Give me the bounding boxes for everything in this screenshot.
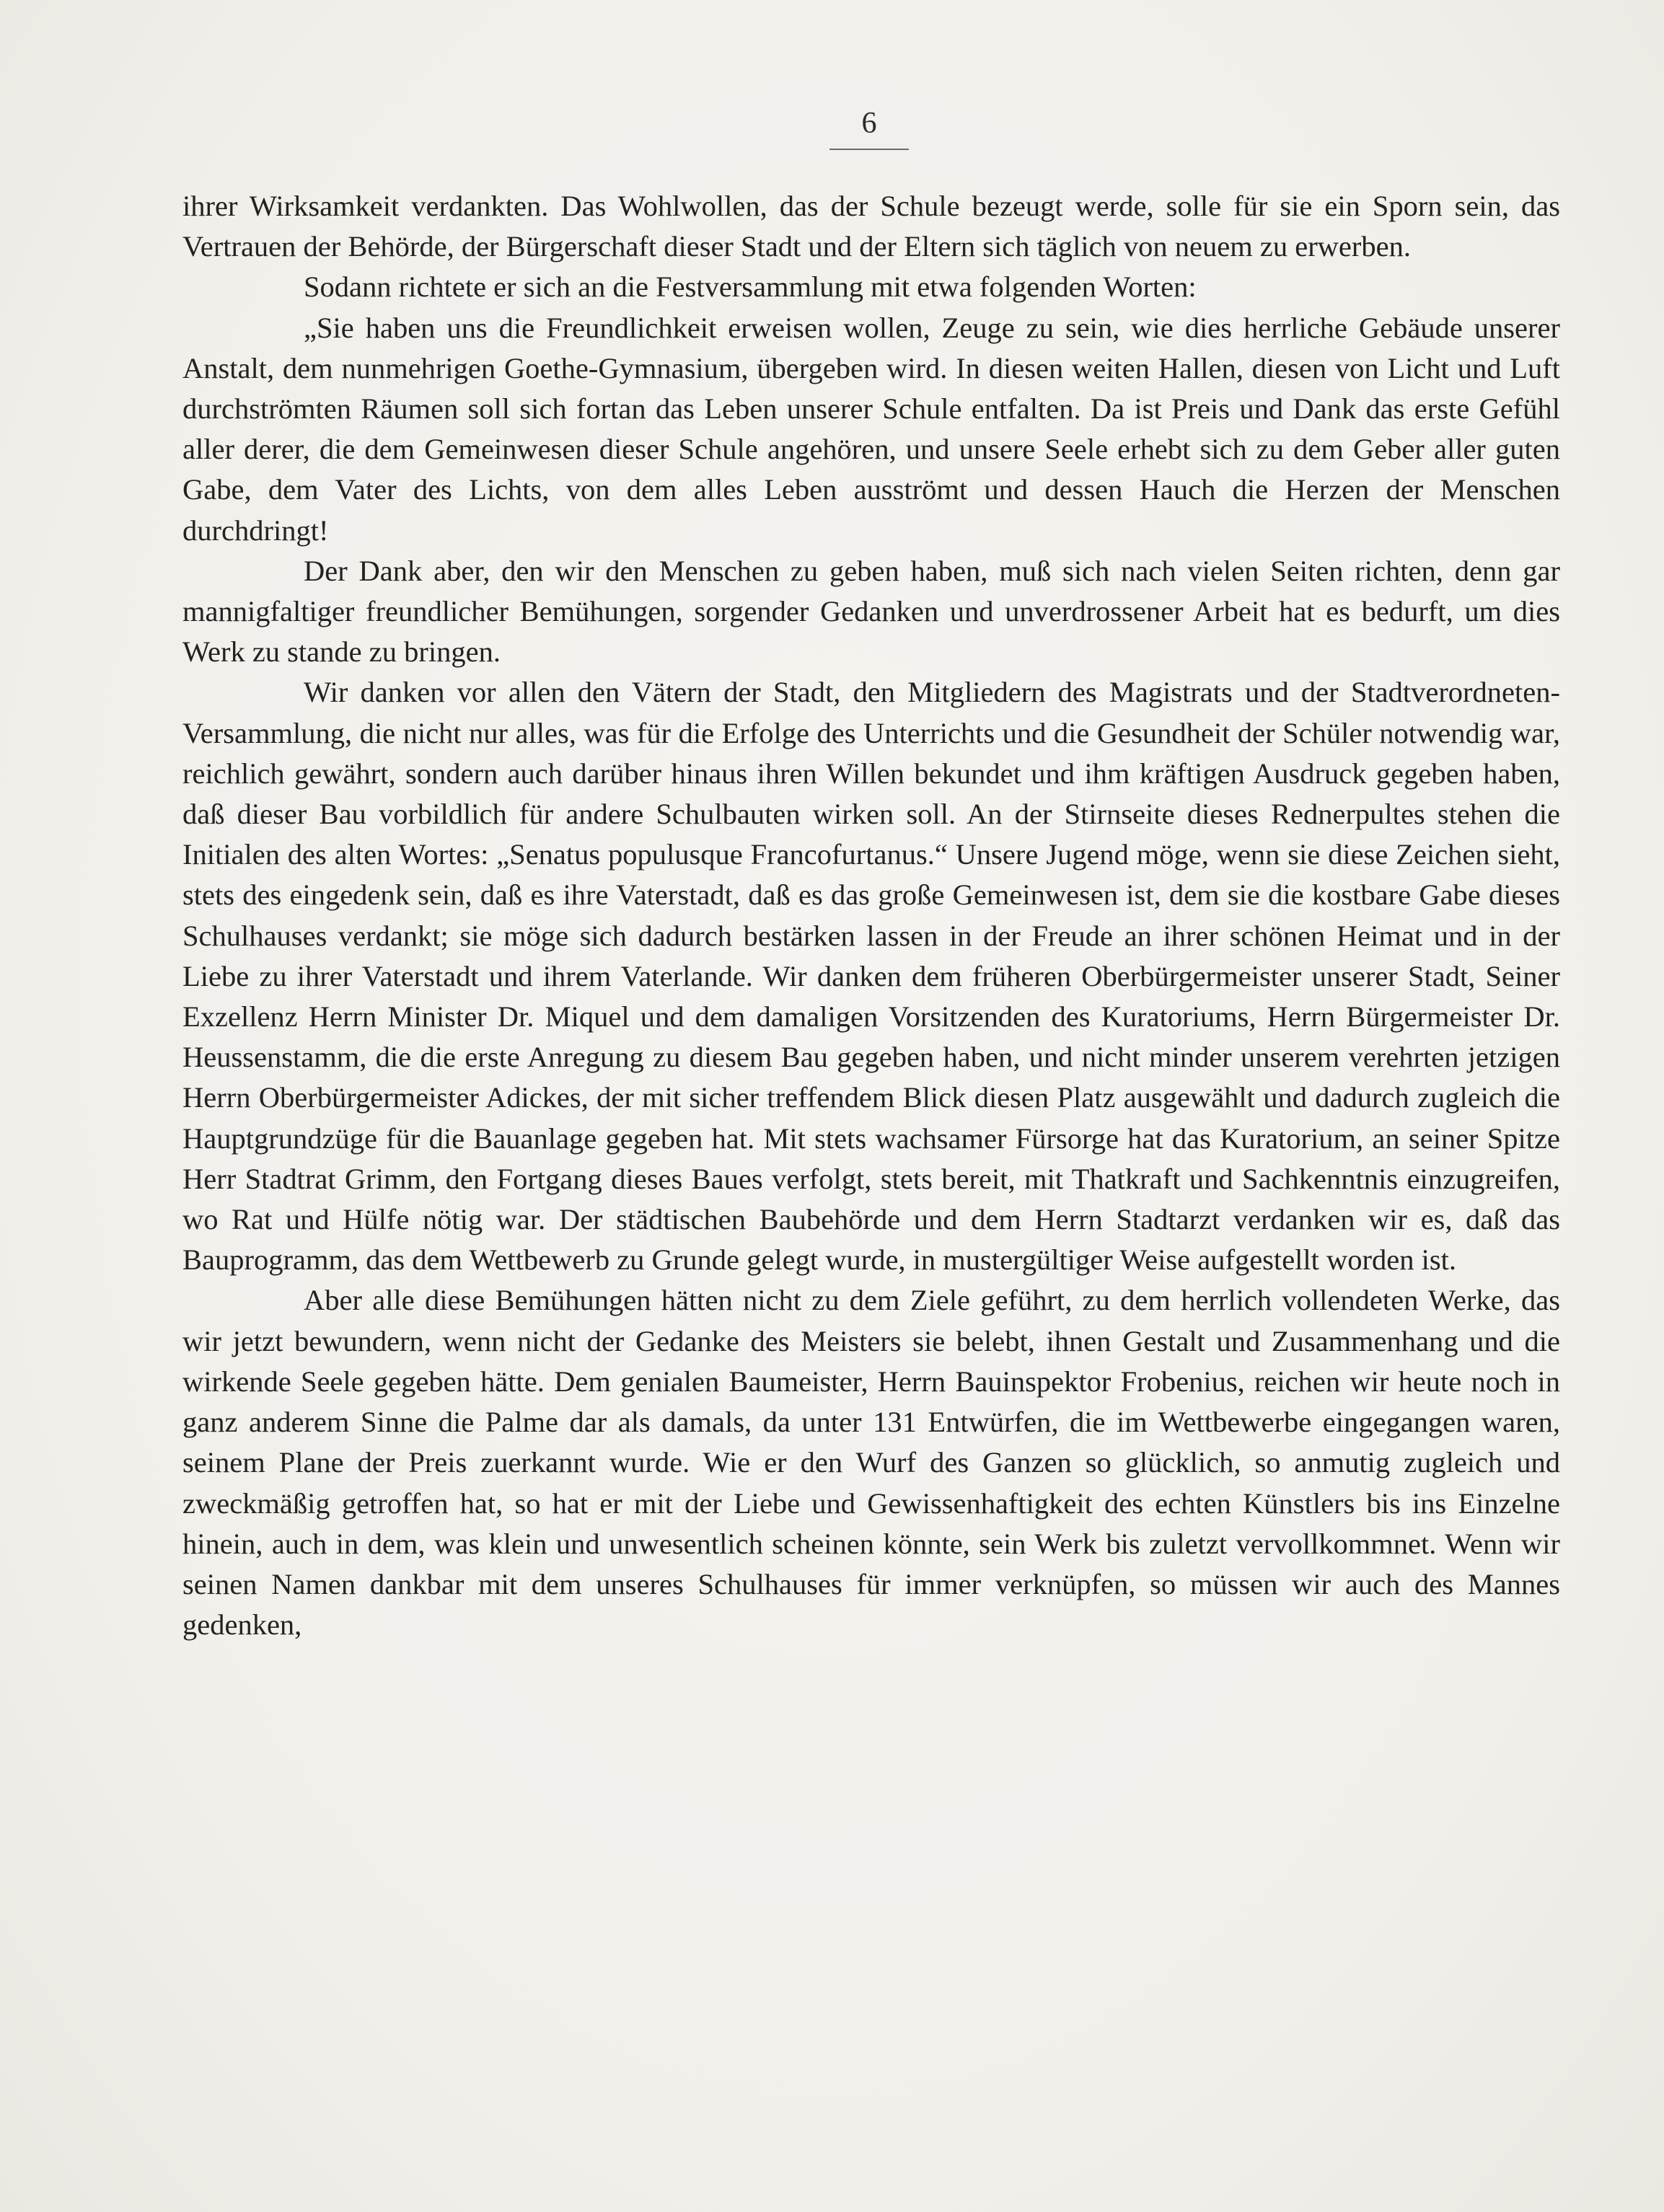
page-number: 6	[861, 107, 877, 140]
paragraph-architect: Aber alle diese Bemühungen hätten nicht zu dem Ziele geführt, zu dem herrlich vollendeten Werke, das wir jetzt bewundern, wenn nicht der Gedanke des Meisters sie belebt, ihnen Gestalt und Zusammenhang und die wirkende Seele gegeben hätte. Dem genialen Baumeister, Herrn Bauinspektor Frobenius, reichen wir heute noch in ganz anderem Sinne die Palme dar als damals, da unter 131 Entwürfen, die im Wettbewerbe eingegangen waren, seinem Plane der Preis zuerkannt wurde. Wie er den Wurf des Ganzen so glücklich, so anmutig zugleich und zweckmäßig getroffen hat, so hat er mit der Liebe und Gewissenhaftigkeit des echten Künstlers bis ins Einzelne hinein, auch in dem, was klein und unwesentlich scheinen könnte, sein Werk bis zuletzt vervollkommnet. Wenn wir seinen Namen dankbar mit dem unseres Schulhauses für immer verknüpfen, so müssen wir auch des Mannes gedenken,	[182, 1284, 1560, 1642]
paragraph-intro-speech: Sodann richtete er sich an die Festversammlung mit etwa folgenden Worten:	[304, 270, 1197, 304]
body-text	[182, 186, 1560, 1645]
paragraph-city-fathers: Wir danken vor allen den Vätern der Stadt, den Mitgliedern des Magistrats und der Stadtverordneten-Versammlung, die nicht nur alles, was für die Erfolge des Unterrichts und die Gesundheit der Schüler notwendig war, reichlich gewährt, sondern auch darüber hinaus ihren Willen bekundet und ihm kräftigen Ausdruck gegeben haben, daß dieser Bau vorbildlich für andere Schulbauten wirken soll. An der Stirnseite dieses Rednerpultes stehen die Initialen des alten Wortes: „Senatus populusque Francofurtanus.“ Unsere Jugend möge, wenn sie diese Zeichen sieht, stets des eingedenk sein, daß es ihre Vaterstadt, daß es das große Gemeinwesen ist, dem sie die kostbare Gabe dieses Schulhauses verdankt; sie möge sich dadurch bestärken lassen in der Freude an ihrer schönen Heimat und in der Liebe zu ihrer Vaterstadt und ihrem Vaterlande. Wir danken dem früheren Oberbürgermeister unserer Stadt, Seiner Exzellenz Herrn Minister Dr. Miquel und dem damaligen Vorsitzenden des Kuratoriums, Herrn Bürgermeister Dr. Heussenstamm, die die erste Anregung zu diesem Bau gegeben haben, und nicht minder unserem verehrten jetzigen Herrn Oberbürgermeister Adickes, der mit sicher treffendem Blick diesen Platz ausgewählt und dadurch zugleich die Hauptgrundzüge für die Bauanlage gegeben hat. Mit stets wachsamer Fürsorge hat das Kuratorium, an seiner Spitze Herr Stadtrat Grimm, den Fortgang dieses Baues verfolgt, stets bereit, mit Thatkraft und Sachkenntnis einzugreifen, wo Rat und Hülfe nötig war. Der städtischen Baubehörde und dem Herrn Stadtarzt verdanken wir es, daß das Bauprogramm, das dem Wettbewerb zu Grunde gelegt wurde, in mustergültiger Weise aufgestellt worden ist.	[182, 676, 1560, 1277]
page-header	[829, 108, 909, 150]
header-rule	[829, 149, 909, 150]
paragraph-thanks: Der Dank aber, den wir den Menschen zu geben haben, muß sich nach vielen Seiten richten, denn gar mannigfaltiger freundlicher Bemühungen, sorgender Gedanken und unverdrossener Arbeit hat es bedurft, um dies Werk zu stande zu bringen.	[182, 554, 1560, 669]
paragraph-speech-opening: „Sie haben uns die Freundlichkeit erweisen wollen, Zeuge zu sein, wie dies herrliche Gebäude unserer Anstalt, dem nunmehrigen Goethe-Gymnasium, übergeben wird. In diesen weiten Hallen, diesen von Licht und Luft durchströmten Räumen soll sich fortan das Leben unserer Schule entfalten. Da ist Preis und Dank das erste Gefühl aller derer, die dem Gemeinwesen dieser Schule angehören, und unsere Seele erhebt sich zu dem Geber aller guten Gabe, dem Vater des Lichts, von dem alles Leben ausströmt und dessen Hauch die Herzen der Menschen durchdringt!	[182, 311, 1560, 547]
paragraph-continuation: ihrer Wirksamkeit verdankten. Das Wohlwollen, das der Schule bezeugt werde, solle für sie ein Sporn sein, das Vertrauen der Behörde, der Bürgerschaft dieser Stadt und der Eltern sich täglich von neuem zu erwerben.	[182, 190, 1560, 263]
